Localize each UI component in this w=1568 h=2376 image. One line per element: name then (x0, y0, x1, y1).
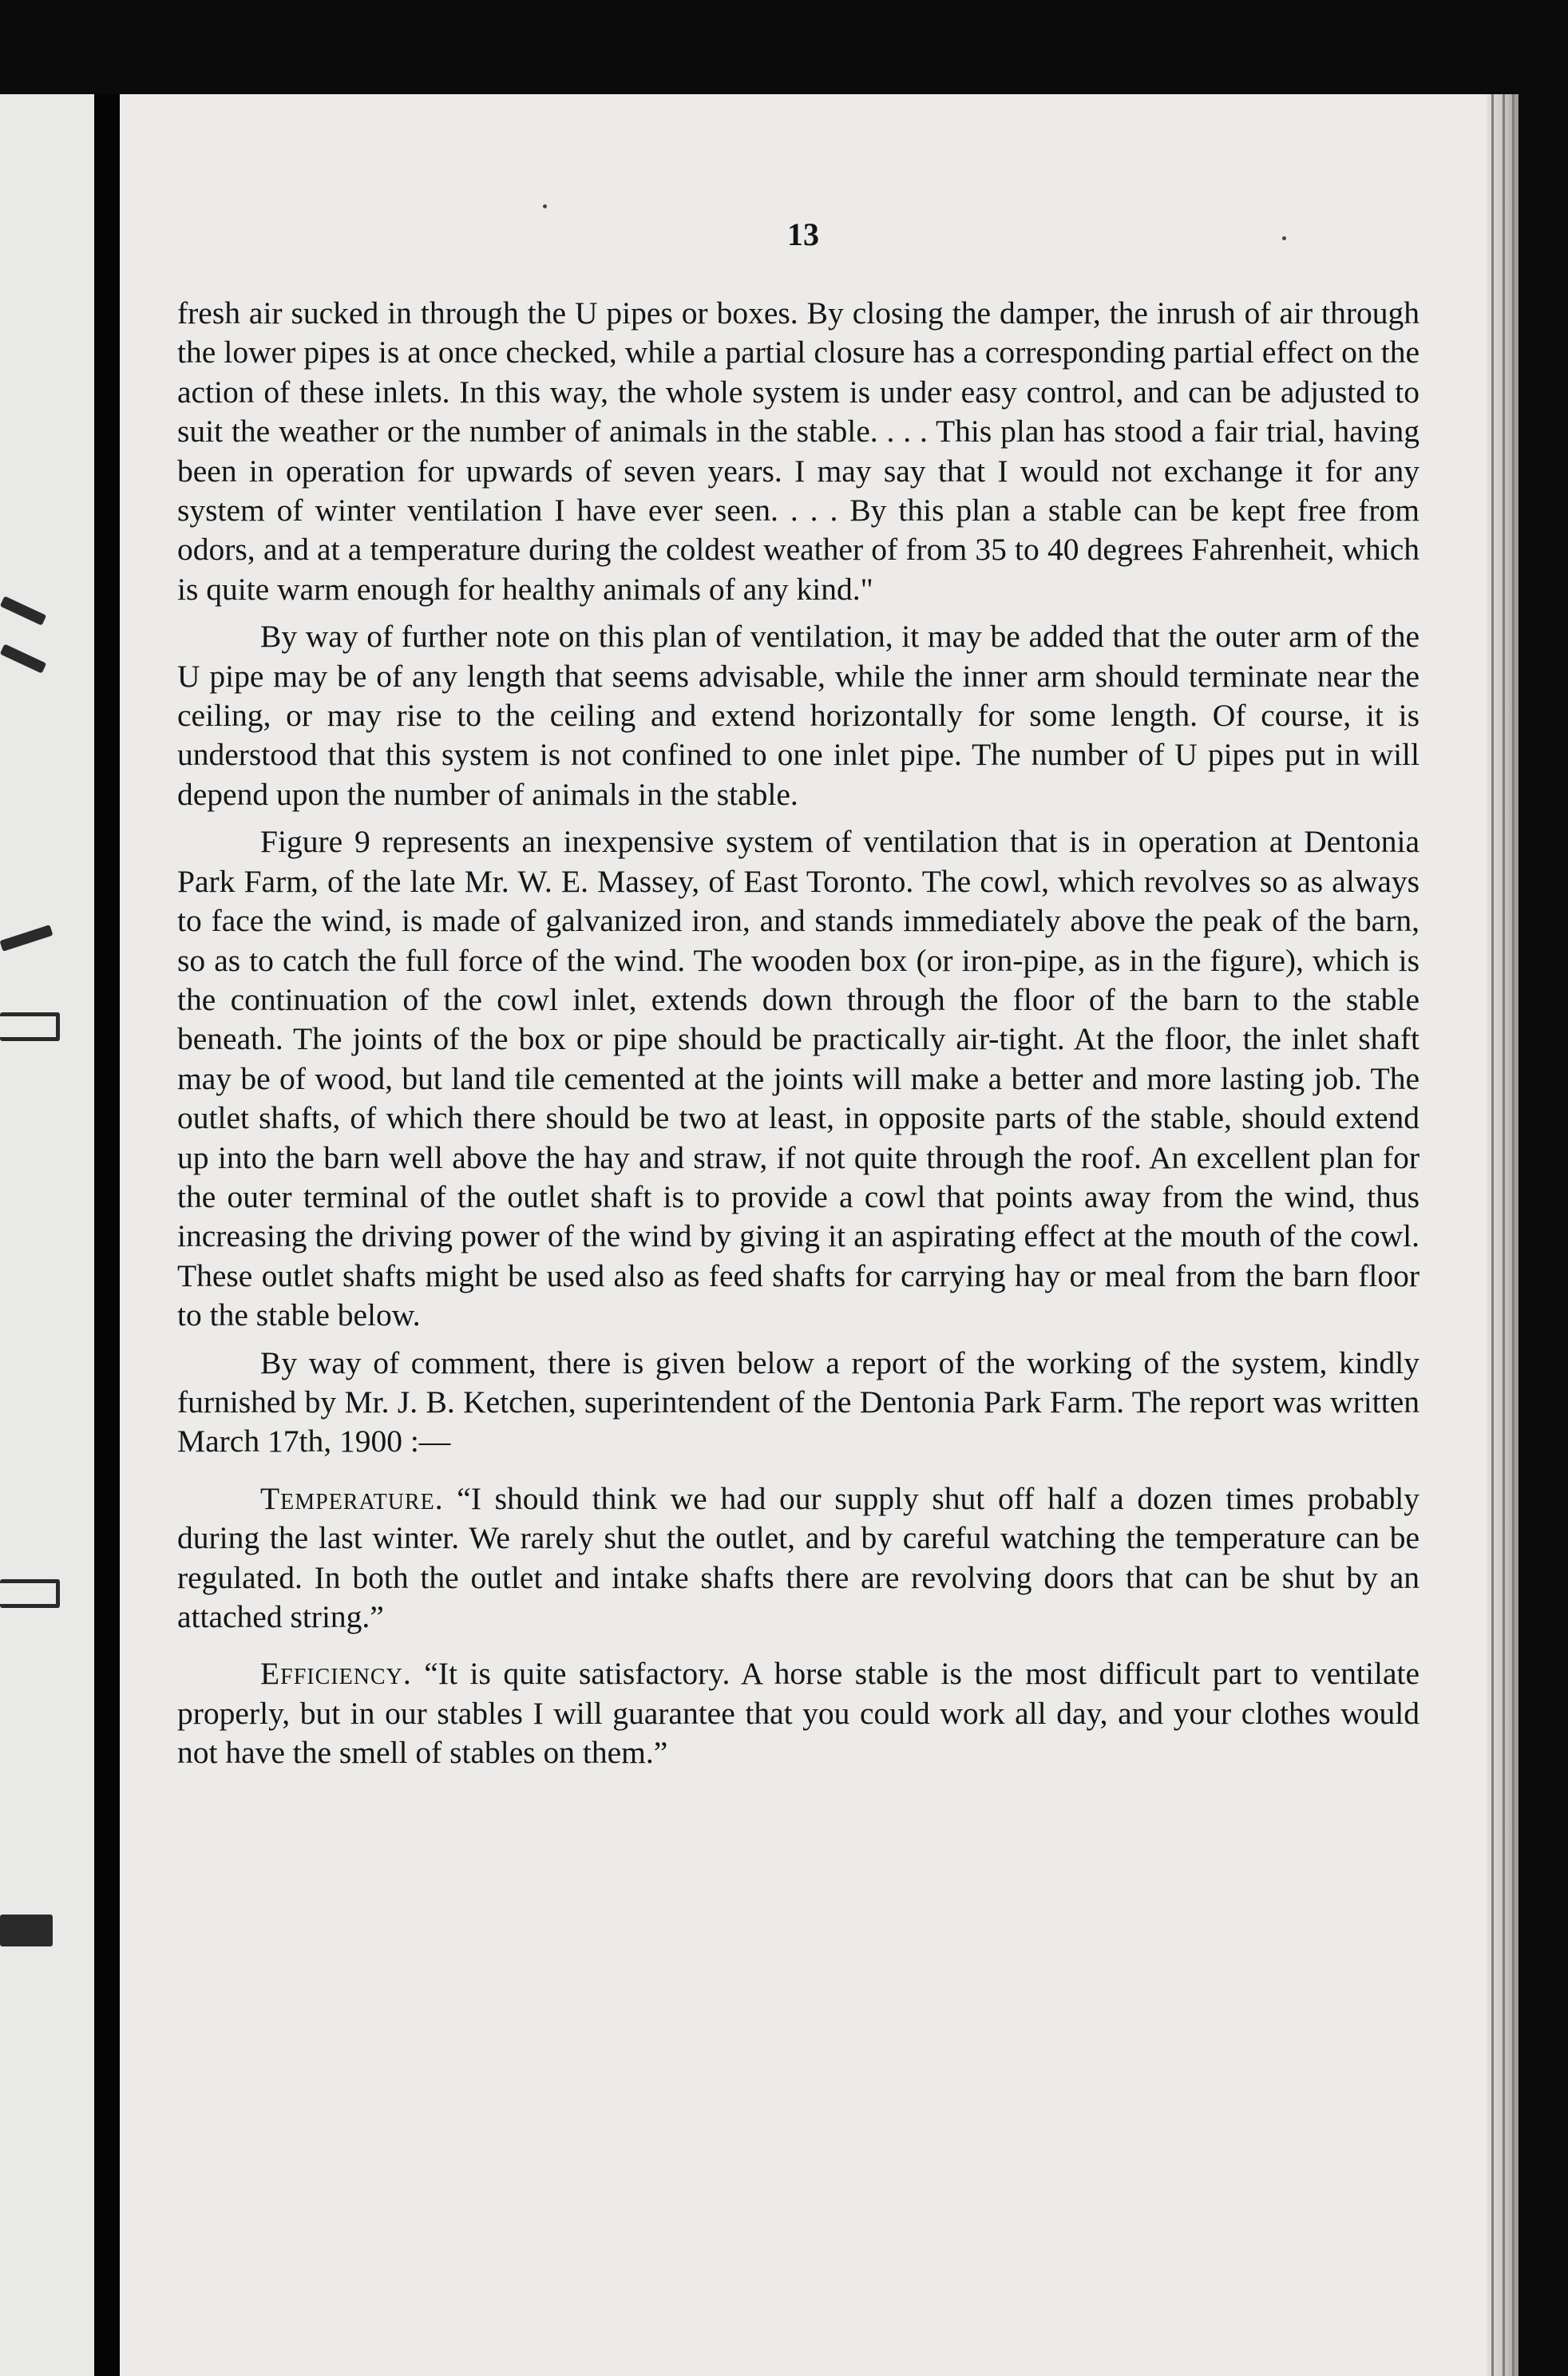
facing-page-figure-mark (0, 1012, 60, 1041)
page-number: 13 (787, 216, 819, 252)
facing-page-figure-mark (0, 1579, 60, 1608)
paragraph-figure-9: Figure 9 represents an inexpensive system of ventilation that is in operation at Dentonia Park Farm, of the late Mr. W. E. Massey, of East Toronto. The cowl, which revolves so as always to face the wind, is made of galvanized iron, and stands immediately above the peak of the barn, so as to catch the full force of the wind. The wooden box (or iron-pipe, as in the figure), which is the continuation of the cowl inlet, extends down through the floor of the barn to the stable beneath. The joints of the box or pipe should be practically air-tight. At the floor, the inlet shaft may be of wood, but land tile cemented at the joints will make a better and more lasting job. The outlet shafts, of which there should be two at least, in opposite parts of the stable, should extend up into the barn well above the hay and straw, if not quite through the roof. An excellent plan for the outer terminal of the outlet shaft is to provide a cowl that points away from the wind, thus increasing the driving power of the wind by giving it an aspirating effect at the mouth of the cowl. These outlet shafts might be used also as feed shafts for carrying hay or meal from the barn floor to the stable below. (177, 824, 1420, 1333)
facing-page-strip (0, 94, 94, 2376)
temperature-text: “I should think we had our supply shut off half a dozen times probably during the last winter. We rarely shut the outlet, and by careful watching the temperature can be regulated. In both the outlet and intake shafts there are revolving doors that can be shut by an attached string.” (177, 1480, 1420, 1634)
page-edge (1487, 94, 1519, 2376)
facing-page-figure-mark (0, 925, 53, 952)
facing-page-figure-mark (0, 596, 46, 625)
paragraph-temperature (177, 1479, 1420, 1637)
book-gutter (94, 94, 120, 2376)
ink-speck (543, 204, 547, 208)
book-page (120, 94, 1519, 2376)
paragraph-comment: By way of comment, there is given below a report of the working of the system, kindly furnished by Mr. J. B. Ketchen, superintendent of the Dentonia Park Farm. The report was written March 17th, 1900 :— (177, 1344, 1420, 1459)
paragraph-continuation: fresh air sucked in through the U pipes or boxes. By closing the damper, the inrush of air through the lower pipes is at once checked, while a partial closure has a corresponding partial effect on the action of these inlets. In this way, the whole system is under easy control, and can be adjusted to suit the weather or the number of animals in the stable. . . . This plan has stood a fair trial, having been in operation for upwards of seven years. I may say that I would not exchange it for any system of winter ventilation I have ever seen. . . . By this plan a stable can be kept free from odors, and at a temperature during the coldest weather of from 35 to 40 degrees Fahrenheit, which is quite warm enough for healthy animals of any kind." (177, 295, 1420, 607)
paragraph-ventilation-note: By way of further note on this plan of ventilation, it may be added that the outer arm of the U pipe may be of any length that seems advisable, while the inner arm should terminate near the ceiling, or may rise to the ceiling and extend horizontally for some length. Of course, it is understood that this system is not confined to one inlet pipe. The number of U pipes put in will depend upon the number of animals in the stable. (177, 619, 1420, 812)
facing-page-figure-mark (0, 644, 46, 673)
efficiency-text: “It is quite satisfactory. A horse stable is the most difficult part to ventilate properly, but in our stables I will guarantee that you could work all day, and your clothes would not have the smell of stables on them.” (177, 1656, 1420, 1771)
facing-page-figure-mark (0, 1915, 53, 1946)
temperature-heading: Temperature. (260, 1480, 444, 1516)
page-body (177, 294, 1420, 1773)
paragraph-efficiency (177, 1654, 1420, 1772)
efficiency-heading: Efficiency. (260, 1656, 412, 1692)
